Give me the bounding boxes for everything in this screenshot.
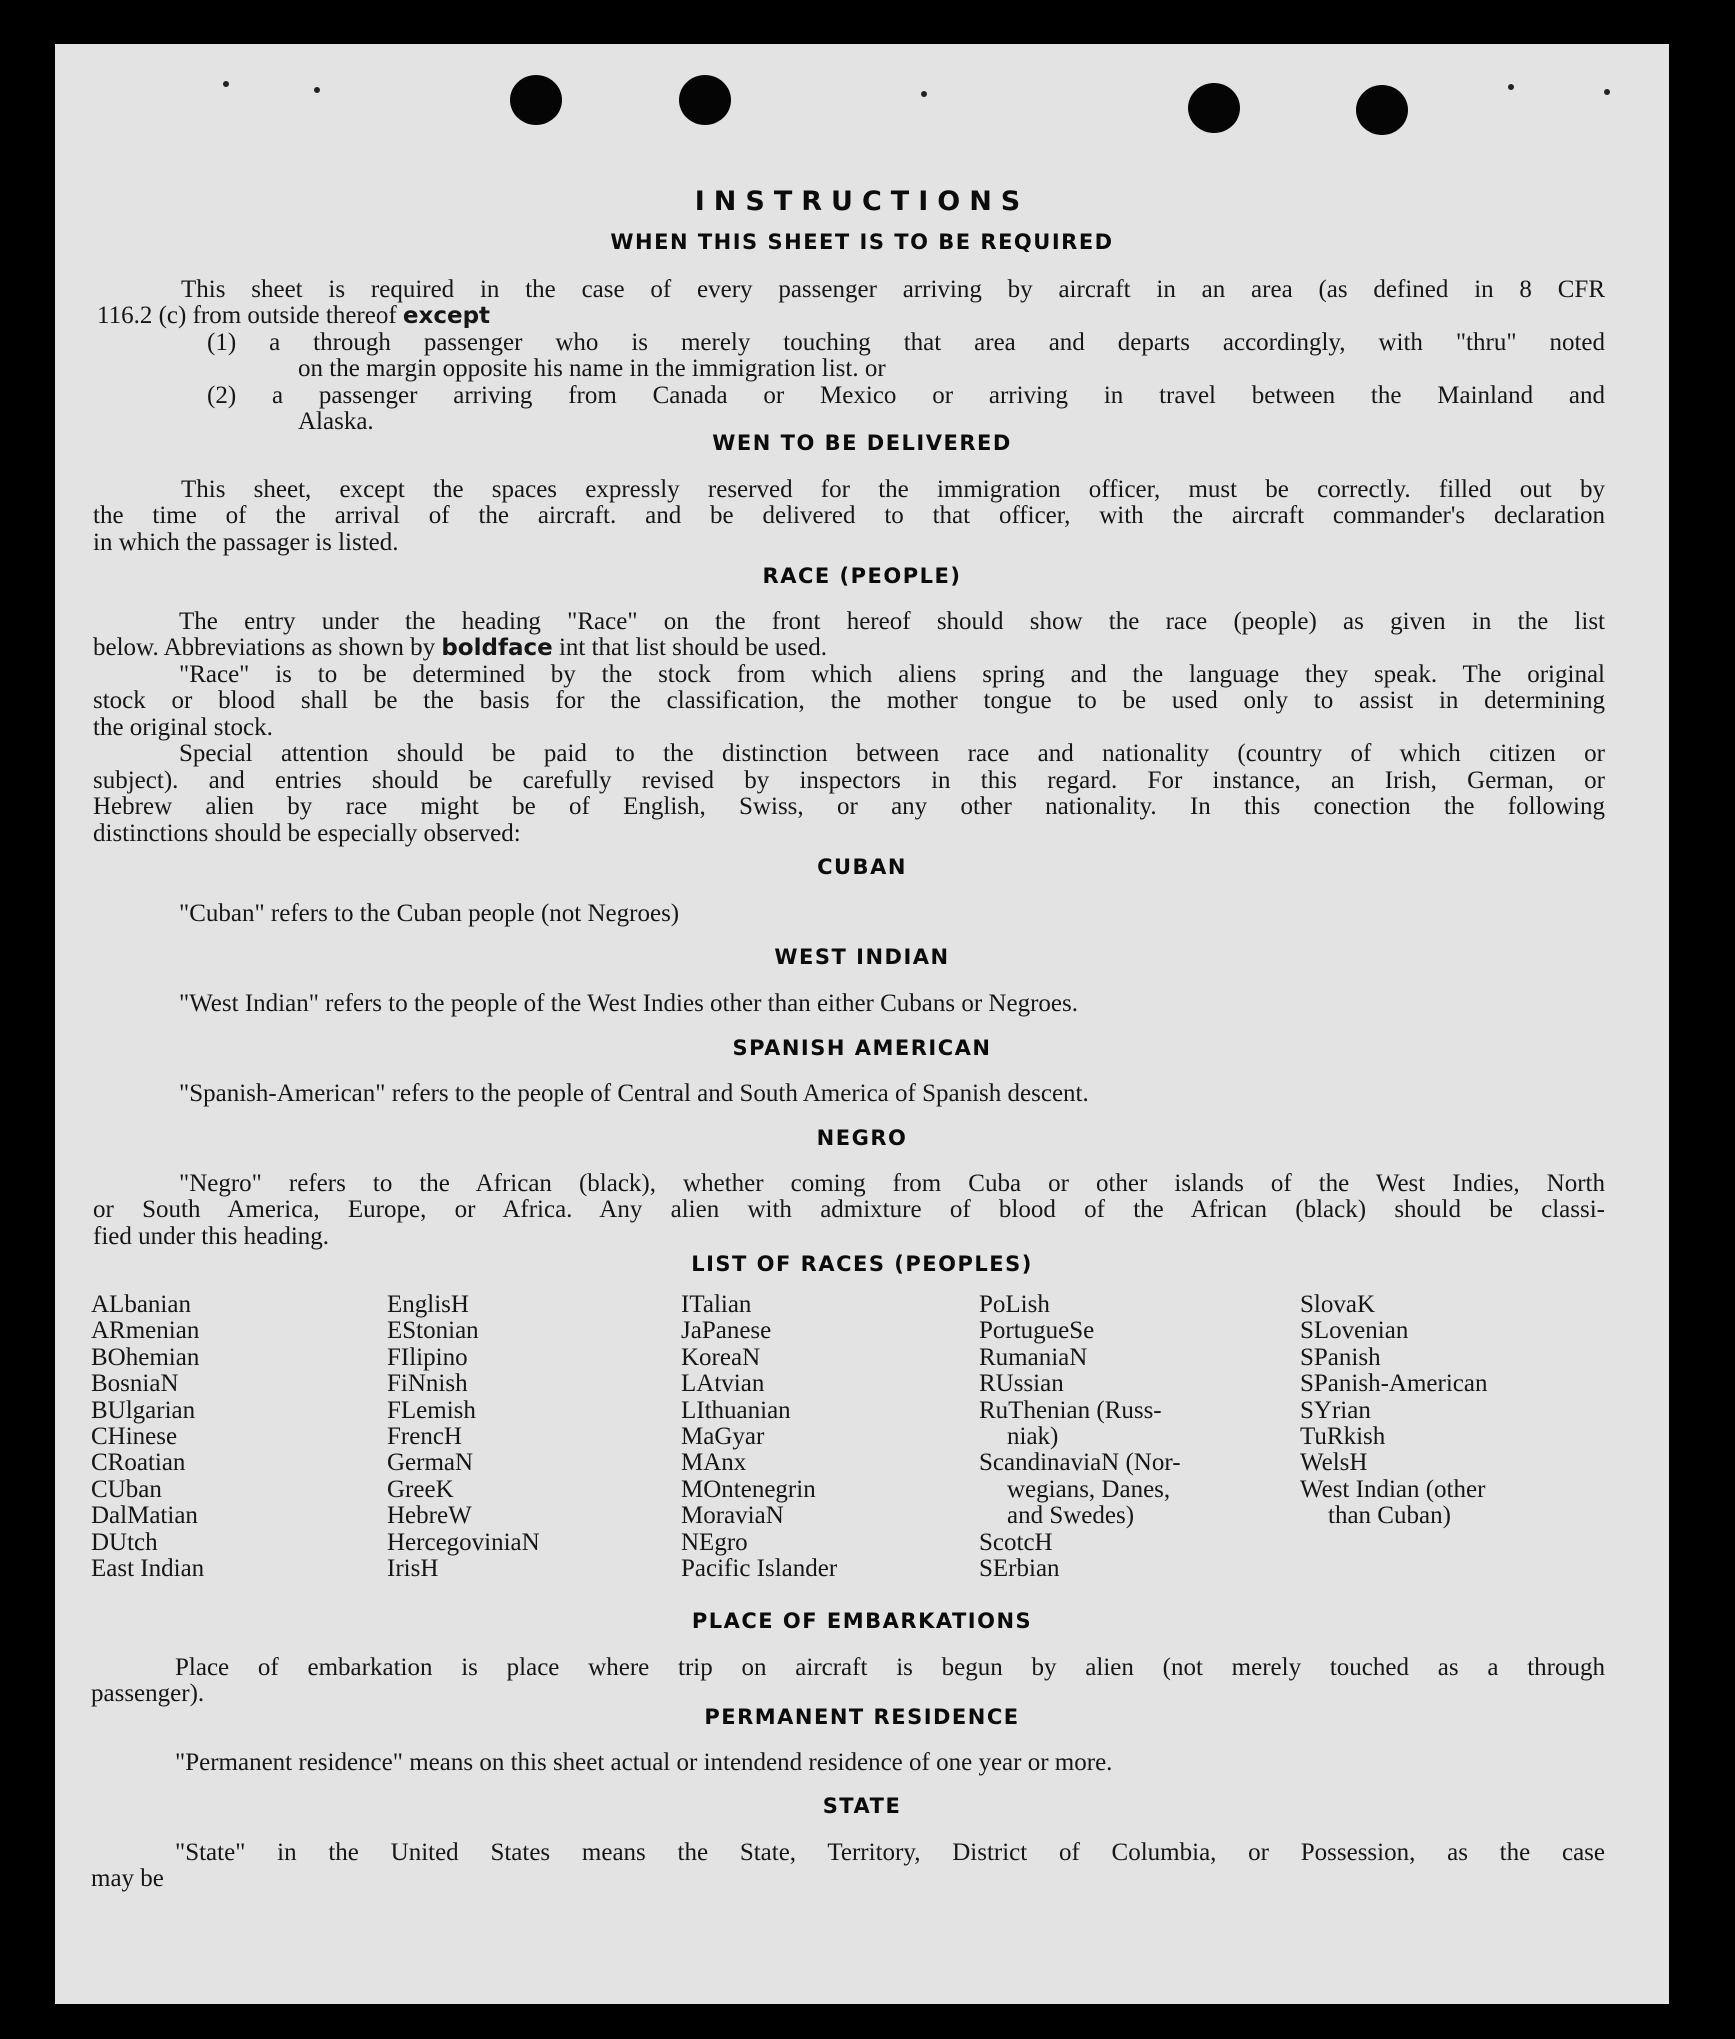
punch-hole (1356, 85, 1408, 135)
heading-negro: NEGRO (816, 1126, 908, 1150)
list-item: ITalian (681, 1291, 752, 1318)
list-item: WelsH (1300, 1449, 1368, 1477)
list-item: PortugueSe (979, 1317, 1095, 1345)
paragraph-line: "Spanish-American" refers to the people of Central and South America of Spanish descent. (179, 1080, 1089, 1107)
list-item: FrencH (387, 1423, 462, 1451)
paragraph-line: "Negro" refers to the African (black), whether coming from Cuba or other islands of the West Indies, North (179, 1170, 1605, 1197)
list-item: CUban (91, 1475, 162, 1503)
list-item: CRoatian (91, 1449, 186, 1477)
list-item: LAtvian (681, 1370, 765, 1398)
speck (1508, 84, 1514, 90)
list-item: ScandinaviaN (Nor- (979, 1449, 1181, 1477)
paragraph-line: subject). and entries should be carefully revised by inspectors in this regard. For instance, an Irish, German, or (93, 767, 1605, 794)
heading-west-indian: WEST INDIAN (774, 945, 950, 969)
heading-embarkation: PLACE OF EMBARKATIONS (691, 1609, 1033, 1633)
paragraph-text: int that list should be used. (558, 634, 828, 661)
list-item: NEgro (681, 1528, 748, 1556)
list-item: SLovenian (1300, 1317, 1409, 1345)
races-column-3 (681, 1292, 837, 1582)
paragraph-line (97, 303, 490, 329)
document-page (55, 44, 1669, 2004)
list-item: Pacific Islander (681, 1555, 838, 1583)
list-item: SYrian (1300, 1396, 1371, 1424)
heading-list-of-races: LIST OF RACES (PEOPLES) (691, 1252, 1033, 1276)
list-item-line: (2) a passenger arriving from Canada or Mexico or arriving in travel between the Mainland and (207, 382, 1605, 409)
paragraph-line: in which the passager is listed. (93, 529, 399, 556)
list-item: DUtch (91, 1528, 158, 1556)
heading-race: RACE (PEOPLE) (762, 564, 962, 588)
races-column-5 (1300, 1292, 1487, 1530)
paragraph-line: the original stock. (93, 714, 273, 741)
list-item: MAnx (681, 1449, 747, 1477)
list-item: RuThenian (Russ- (979, 1396, 1162, 1424)
list-item-line: on the margin opposite his name in the immigration list. or (298, 355, 886, 382)
speck (314, 87, 320, 93)
paragraph-line: fied under this heading. (93, 1223, 330, 1250)
list-item: EnglisH (387, 1291, 469, 1318)
list-item: KoreaN (681, 1343, 761, 1371)
paragraph-line: This sheet, except the spaces expressly reserved for the immigration officer, must be correctly. filled out by (181, 476, 1605, 503)
paragraph-line: or South America, Europe, or Africa. Any alien with admixture of blood of the African (black) should be classi- (93, 1196, 1605, 1223)
list-item: BosniaN (91, 1370, 179, 1398)
list-item: GermaN (387, 1449, 474, 1477)
list-item-line: Alaska. (298, 408, 374, 435)
paragraph-line: passenger). (91, 1680, 205, 1707)
list-item: SPanish-American (1300, 1370, 1488, 1398)
heading-state: STATE (822, 1794, 902, 1818)
paragraph-line: The entry under the heading "Race" on the front hereof should show the race (people) as given in the list (179, 608, 1605, 635)
list-item: BOhemian (91, 1343, 200, 1371)
paragraph-line: Hebrew alien by race might be of English, Swiss, or any other nationality. In this conection the following (93, 793, 1605, 820)
paragraph-line: "Race" is to be determined by the stock from which aliens spring and the language they speak. The original (179, 661, 1605, 688)
list-item: and Swedes) (1007, 1502, 1135, 1530)
paragraph-line: "State" in the United States means the State, Territory, District of Columbia, or Possession, as the case (175, 1839, 1605, 1866)
list-item: RumaniaN (979, 1343, 1088, 1371)
paragraph-line: This sheet is required in the case of every passenger arriving by aircraft in an area (as defined in 8 CFR (181, 276, 1605, 303)
list-item: RUssian (979, 1370, 1064, 1398)
paragraph-line (93, 635, 827, 661)
paragraph-text: 116.2 (c) from outside thereof (97, 302, 397, 329)
list-item: MoraviaN (681, 1502, 784, 1530)
heading-permanent-residence: PERMANENT RESIDENCE (704, 1705, 1020, 1729)
paragraph-line: may be (91, 1865, 164, 1892)
races-column-1 (91, 1292, 204, 1582)
speck (921, 91, 927, 97)
punch-hole (1188, 83, 1240, 133)
keyword-boldface: boldface (441, 635, 553, 661)
list-item: MOntenegrin (681, 1475, 816, 1503)
keyword-except: except (402, 303, 491, 329)
list-item: SlovaK (1300, 1291, 1375, 1318)
list-item: FLemish (387, 1396, 476, 1424)
paragraph-line: stock or blood shall be the basis for the classification, the mother tongue to be used only to assist in determining (93, 687, 1605, 714)
paragraph-line: Place of embarkation is place where trip on aircraft is begun by alien (not merely touched as a through (175, 1654, 1605, 1681)
paragraph-line: the time of the arrival of the aircraft. and be delivered to that officer, with the aircraft commander's declaration (93, 502, 1605, 529)
paragraph-line: "West Indian" refers to the people of the West Indies other than either Cubans or Negroes. (179, 990, 1078, 1017)
list-item: wegians, Danes, (1007, 1475, 1171, 1503)
list-item: SPanish (1300, 1343, 1381, 1371)
races-column-2 (387, 1292, 540, 1582)
list-item: MaGyar (681, 1423, 765, 1451)
races-column-4 (979, 1292, 1181, 1582)
list-item: LIthuanian (681, 1396, 791, 1424)
heading-spanish-american: SPANISH AMERICAN (732, 1036, 992, 1060)
list-item: FIlipino (387, 1343, 468, 1371)
list-item: ARmenian (91, 1317, 200, 1345)
paragraph-line: distinctions should be especially observed: (93, 820, 521, 847)
punch-hole (510, 75, 562, 125)
punch-hole (679, 75, 731, 125)
heading-cuban: CUBAN (817, 855, 907, 879)
list-item: PoLish (979, 1291, 1050, 1318)
list-item: ALbanian (91, 1291, 191, 1318)
list-item: HebreW (387, 1502, 472, 1530)
list-item: East Indian (91, 1555, 205, 1583)
list-item: niak) (1007, 1423, 1059, 1451)
list-item: JaPanese (681, 1317, 772, 1345)
list-item: than Cuban) (1328, 1502, 1451, 1530)
list-item: GreeK (387, 1475, 454, 1503)
list-item: BUlgarian (91, 1396, 196, 1424)
list-item-line: (1) a through passenger who is merely touching that area and departs accordingly, with "thru" noted (207, 329, 1605, 356)
list-item: ScotcH (979, 1528, 1053, 1556)
list-item: HercegoviniaN (387, 1528, 540, 1556)
list-item: SErbian (979, 1555, 1060, 1583)
list-item: TuRkish (1300, 1423, 1386, 1451)
paragraph-line: Special attention should be paid to the distinction between race and nationality (country of which citizen or (179, 740, 1605, 767)
heading-when-required: WHEN THIS SHEET IS TO BE REQUIRED (610, 230, 1114, 254)
speck (1604, 89, 1610, 95)
paragraph-line: "Cuban" refers to the Cuban people (not Negroes) (179, 900, 680, 927)
heading-when-delivered: WEN TO BE DELIVERED (712, 431, 1012, 455)
list-item: West Indian (other (1300, 1475, 1486, 1503)
list-item: CHinese (91, 1423, 178, 1451)
list-item: DalMatian (91, 1502, 198, 1530)
paragraph-line: "Permanent residence" means on this sheet actual or intendend residence of one year or more. (175, 1749, 1113, 1776)
paragraph-text: below. Abbreviations as shown by (93, 634, 436, 661)
list-item: FiNnish (387, 1370, 468, 1398)
page-title: INSTRUCTIONS (694, 186, 1030, 217)
list-item: IrisH (387, 1555, 439, 1583)
list-item: EStonian (387, 1317, 479, 1345)
speck (223, 81, 229, 87)
